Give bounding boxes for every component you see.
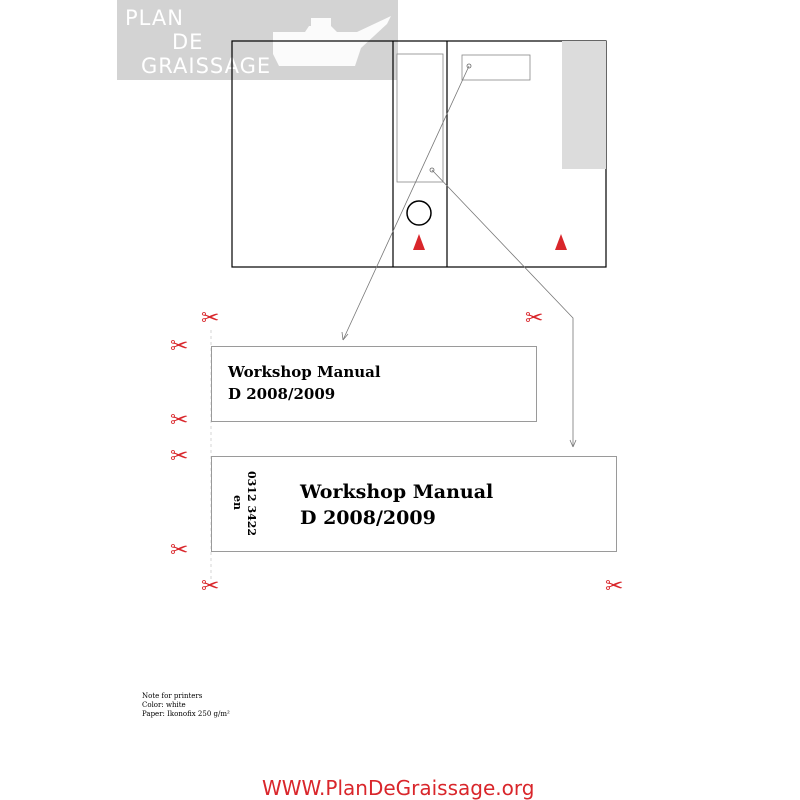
logo-line-3: GRAISSAGE [141, 54, 272, 78]
spine-label-window [397, 54, 443, 182]
label-small-subtitle: D 2008/2009 [228, 385, 336, 403]
label-large-title: Workshop Manual [300, 481, 494, 503]
deutz-logo-front [555, 234, 567, 250]
label-large-subtitle: D 2008/2009 [300, 507, 436, 529]
label-large [211, 456, 617, 552]
deutz-logo-spine [413, 234, 425, 250]
front-label-window [462, 55, 530, 80]
footer-url[interactable]: WWW.PlanDeGraissage.org [262, 776, 535, 800]
scissors-icon: ✂ [605, 574, 624, 599]
logo-line-2: DE [172, 30, 204, 54]
label-large-side-lang: en [231, 495, 244, 510]
label-large-side-code: 0312 3422 [245, 471, 258, 537]
scissors-icon: ✂ [170, 444, 189, 469]
scissors-icon: ✂ [525, 306, 544, 331]
logo-line-1: PLAN [125, 6, 184, 30]
printer-note-line-1: Note for printers [142, 692, 203, 700]
finger-hole [407, 201, 431, 225]
label-small [211, 346, 537, 422]
scissors-icon: ✂ [201, 306, 220, 331]
scissors-icon: ✂ [170, 334, 189, 359]
label-small-title: Workshop Manual [228, 363, 381, 381]
printer-note [142, 692, 230, 719]
printer-note-line-2: Color: white [142, 701, 186, 709]
scissors-icon: ✂ [170, 408, 189, 433]
scissors-icon: ✂ [170, 538, 189, 563]
grey-tab [562, 41, 606, 169]
scissors-icon: ✂ [201, 574, 220, 599]
printer-note-line-3: Paper: Ikonofix 250 g/m² [142, 710, 230, 718]
